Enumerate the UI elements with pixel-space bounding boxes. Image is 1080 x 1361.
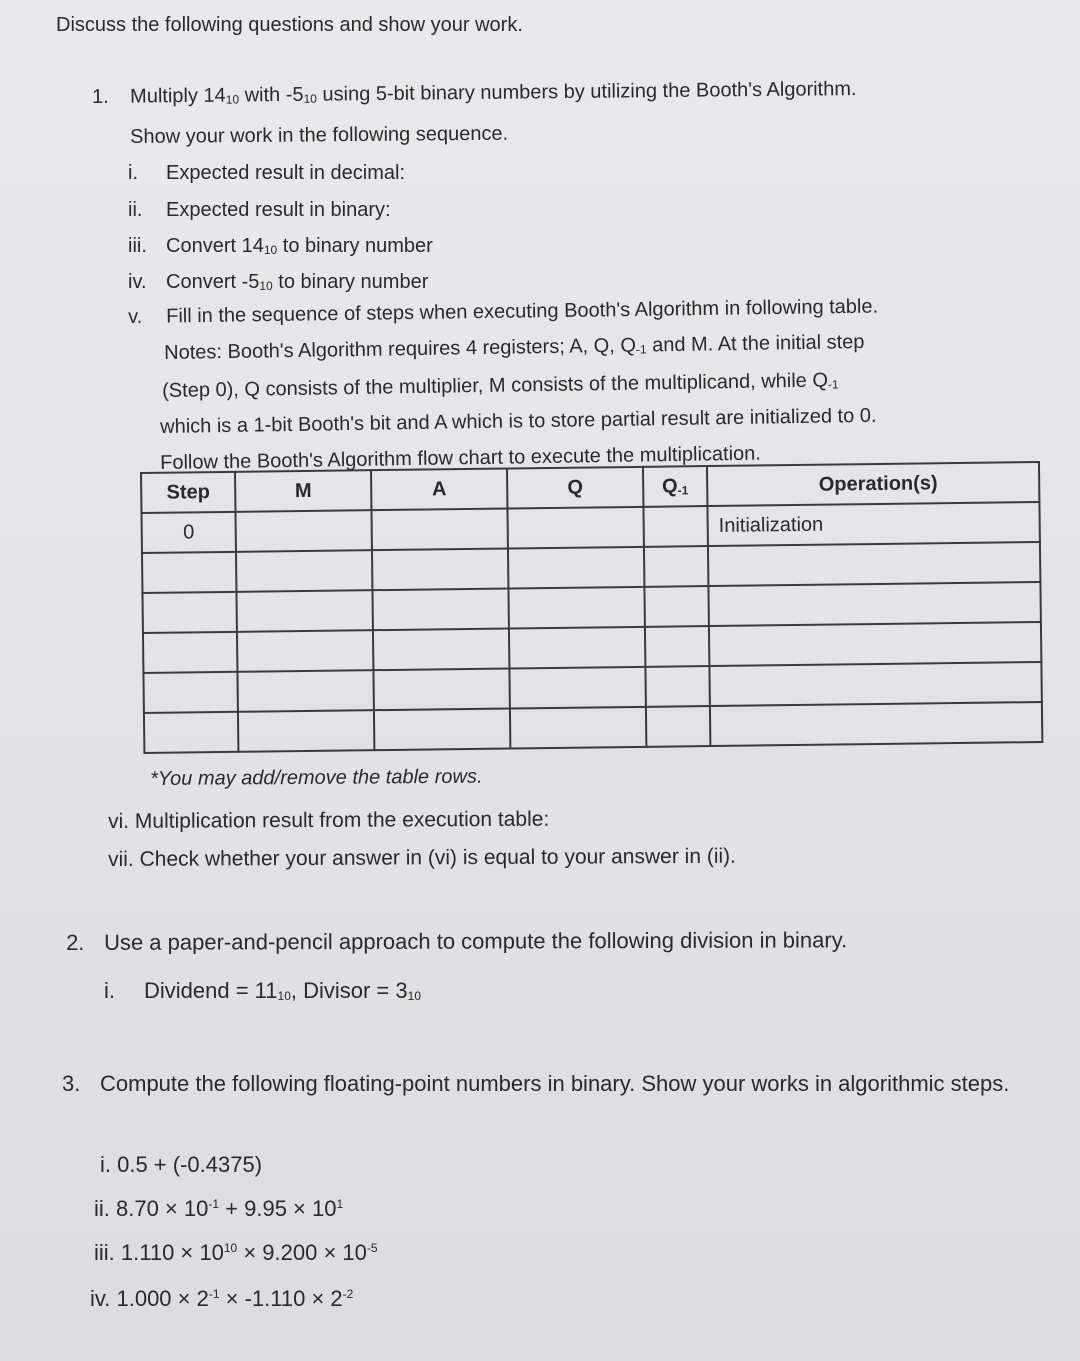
cell[interactable] [238, 710, 374, 752]
cell[interactable] [710, 702, 1042, 746]
cell[interactable] [372, 549, 508, 591]
cell[interactable] [236, 590, 372, 632]
cell[interactable] [142, 592, 236, 633]
instructions: Discuss the following questions and show your work. [56, 14, 523, 36]
question-number: 2. [66, 929, 85, 955]
question-3-item-ii: ii. $8.70 \times 10^{-1} + 9.95 \times 10^1$ [94, 1196, 344, 1221]
sub-item-iv: iv. Convert $-5_{10}$ to binary number [128, 271, 429, 293]
sub-item-vii: vii. Check whether your answer in (vi) is equal to your answer in (ii). [108, 844, 737, 871]
cell[interactable] [508, 547, 644, 589]
question-3-item-iii: iii. $1.110 \times 10^{10} \times 9.200 \times 10^{-5}$ [94, 1240, 378, 1265]
question-3: 3. Compute the following floating-point numbers in binary. Show your works in algorithmic steps. [62, 1062, 1040, 1106]
header-operations: Operation(s) [707, 462, 1039, 506]
cell[interactable] [709, 622, 1041, 666]
cell[interactable] [643, 506, 707, 547]
cell[interactable] [645, 666, 709, 707]
notes-line-1: Notes: Booth's Algorithm requires 4 registers; A, Q, $Q_{-1}$ and M. At the initial step [164, 330, 865, 364]
header-a: A [371, 469, 507, 511]
cell[interactable] [509, 667, 645, 709]
cell[interactable] [646, 706, 710, 747]
cell[interactable] [374, 708, 510, 750]
question-3-item-iv: iv. $1.000 \times 2^{-1} \times -1.110 \times 2^{-2}$ [90, 1286, 354, 1311]
question-number: 3. [62, 1071, 81, 1096]
table-note: *You may add/remove the table rows. [150, 765, 483, 790]
header-q: Q [507, 467, 643, 509]
cell[interactable] [510, 707, 646, 749]
sub-item-i: i. Expected result in decimal: [128, 162, 406, 184]
question-2-item-i: i. Dividend = $11_{10}$, Divisor = $3_{10}$ [104, 978, 421, 1003]
question-3-item-i: i. 0.5 + (-0.4375) [100, 1152, 263, 1177]
sub-item-v: v. Fill in the sequence of steps when executing Booth's Algorithm in following table. [128, 295, 879, 328]
notes-line-3: which is a 1-bit Booth's bit and A which is to store partial result are initialized to 0. [160, 404, 877, 438]
cell[interactable] [373, 629, 509, 671]
cell[interactable] [645, 626, 709, 667]
sub-item-ii: ii. Expected result in binary: [128, 199, 391, 221]
question-1-line-2: Show your work in the following sequence. [130, 122, 509, 148]
cell[interactable] [236, 550, 372, 592]
question-number: 1. [92, 85, 109, 108]
cell[interactable] [644, 546, 708, 587]
cell[interactable] [143, 672, 237, 713]
cell[interactable] [143, 632, 237, 673]
cell[interactable] [371, 509, 507, 551]
cell[interactable] [508, 587, 644, 629]
cell[interactable] [709, 662, 1041, 706]
booth-table [140, 461, 1043, 754]
cell[interactable] [235, 510, 371, 552]
cell[interactable] [708, 542, 1040, 586]
question-2: 2. Use a paper-and-pencil approach to compute the following division in binary. [66, 927, 848, 955]
cell[interactable] [144, 712, 238, 753]
cell[interactable] [509, 627, 645, 669]
question-1-line-1: 1. Multiply $14_{10}$ with $-5_{10}$ using 5-bit binary numbers by utilizing the Booth's Algorithm. [92, 77, 857, 108]
header-m: M [235, 470, 371, 512]
header-q-minus-1: $Q_{-1}$ [643, 466, 707, 507]
cell-step: 0 [142, 512, 236, 553]
cell[interactable] [507, 507, 643, 549]
cell[interactable] [237, 630, 373, 672]
cell[interactable] [142, 552, 236, 593]
cell[interactable] [237, 670, 373, 712]
notes-line-2: (Step 0), Q consists of the multiplier, M consists of the multiplicand, while $Q_{-1}$ [162, 369, 839, 402]
cell[interactable] [708, 582, 1040, 626]
cell-operation: Initialization [707, 502, 1039, 546]
sub-item-vi: vi. Multiplication result from the execution table: [108, 807, 550, 833]
sub-item-iii: iii. Convert $14_{10}$ to binary number [128, 235, 433, 257]
notes-line-4: Follow the Booth's Algorithm flow chart to execute the multiplication. [160, 442, 762, 474]
cell[interactable] [372, 589, 508, 631]
cell[interactable] [373, 669, 509, 711]
header-step: Step [141, 472, 235, 513]
cell[interactable] [644, 586, 708, 627]
